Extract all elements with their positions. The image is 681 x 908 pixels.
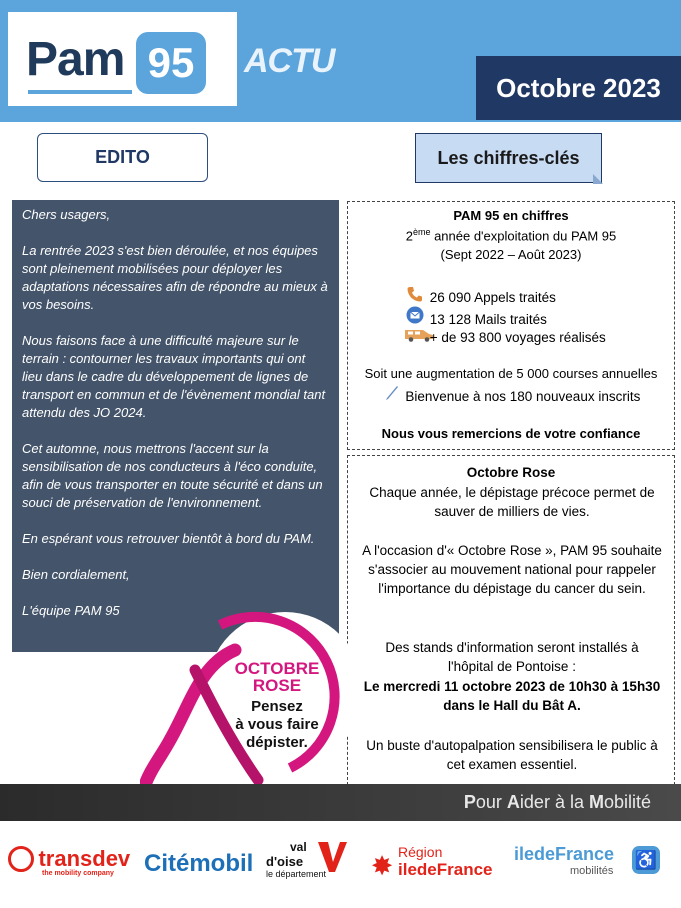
- valdoise-line-1: val: [290, 840, 307, 854]
- octobre-rose-logo: [140, 610, 360, 800]
- idfm-line-1: iledeFrance: [514, 844, 615, 864]
- slogan-letter: P: [463, 792, 476, 812]
- stat-mails-text: 13 128 Mails traités: [429, 312, 547, 327]
- rose-paragraph-2: A l'occasion d'« Octobre Rose », PAM 95 souhaite s'associer au mouvement national pour rappeler l'importance du dépistage du cancer du sein.: [362, 543, 662, 596]
- idfm-person-icon: ♿: [632, 846, 660, 874]
- chiffres-heading-label: Les chiffres-clés: [437, 148, 580, 168]
- chiffres-year: [348, 227, 674, 243]
- chiffres-thanks: Nous vous remercions de votre confiance: [381, 426, 641, 441]
- pen-icon: [382, 385, 402, 404]
- rose-logo-line-4: à vous faire: [235, 716, 319, 733]
- rose-logo-line-2: ROSE: [252, 676, 302, 695]
- region-idf-logo: [372, 844, 493, 880]
- stat-mails: [404, 306, 547, 327]
- phone-icon: [404, 286, 426, 305]
- header-banner: [0, 0, 681, 122]
- rose-paragraph-1: Chaque année, le dépistage précoce permet de sauver de milliers de vies.: [369, 485, 655, 519]
- issue-month: Octobre 2023: [476, 56, 681, 120]
- edito-panel: [12, 200, 339, 652]
- rose-logo-line-1: OCTOBRE: [234, 659, 320, 678]
- partner-logos: [0, 830, 681, 908]
- slogan-part: obilité: [603, 792, 651, 812]
- valdoise-line-2: d'oise: [266, 854, 304, 869]
- year-number: 2: [405, 228, 413, 244]
- edito-paragraph: Cet automne, nous mettrons l'accent sur la sensibilisation de nos conducteurs à l'éco conduite, afin de vous transporter en toute sécurité et dans un souci de préservation de l'environnement.: [22, 441, 323, 510]
- van-icon: [404, 326, 426, 345]
- actu-title: ACTU: [244, 42, 335, 80]
- chiffres-period: (Sept 2022 – Août 2023): [440, 247, 582, 262]
- slogan-letter: A: [506, 792, 520, 812]
- chiffres-increase: Soit une augmentation de 5 000 courses annuelles: [364, 366, 658, 381]
- edito-paragraph: La rentrée 2023 s'est bien déroulée, et nos équipes sont pleinement mobilisées pour déployer les adaptations nécessaires afin de répondre au mieux à vos besoins.: [22, 243, 328, 312]
- stat-calls-text: 26 090 Appels traités: [429, 290, 556, 305]
- region-line-2: iledeFrance: [398, 860, 493, 879]
- region-star-icon: ✸: [372, 853, 393, 880]
- logo-pam-text: Pam: [26, 33, 125, 86]
- valdoise-line-3: le département: [266, 869, 327, 879]
- edito-greeting: Chers usagers,: [22, 207, 111, 222]
- footer-bar: [0, 784, 681, 821]
- idfm-line-2: mobilités: [570, 865, 614, 877]
- chiffres-heading: [415, 133, 602, 183]
- pam95-logo: [8, 12, 237, 106]
- idf-mobilites-logo: [514, 844, 658, 877]
- slogan-letter: M: [588, 792, 604, 812]
- footer-slogan: [464, 792, 651, 813]
- valdoise-logo: [266, 840, 326, 879]
- region-line-1: Région: [398, 844, 443, 860]
- stat-calls: [404, 286, 556, 305]
- rose-logo-line-3: Pensez: [251, 698, 303, 715]
- transdev-logo: [8, 846, 130, 877]
- year-text: année d'exploitation du PAM 95: [430, 228, 617, 244]
- rose-paragraph-4: Un buste d'autopalpation sensibilisera le public à cet examen essentiel.: [366, 738, 658, 772]
- edito-closing: Bien cordialement,: [22, 567, 130, 582]
- citemobil-logo: Citémobil: [144, 850, 254, 877]
- rose-logo-line-5: dépister.: [246, 734, 308, 751]
- logo-underline: [28, 90, 132, 94]
- edito-signature: L'équipe PAM 95: [22, 603, 120, 618]
- transdev-icon: [8, 846, 34, 872]
- valdoise-v-icon: [316, 840, 348, 874]
- slogan-part: our: [475, 792, 507, 812]
- year-suffix: ème: [412, 227, 431, 237]
- chiffres-welcome: [348, 385, 674, 404]
- transdev-name: transdev: [38, 846, 131, 871]
- edito-heading: EDITO: [37, 133, 208, 182]
- octobre-rose-panel: [347, 455, 675, 785]
- chiffres-panel: [347, 201, 675, 450]
- edito-paragraph: Nous faisons face à une difficulté majeure sur le terrain : contourner les travaux importants qui ont lieu dans le cadre du développement de lignes de transport en commun et de l'évènement mondial tant attendu des JO 2024.: [22, 333, 326, 420]
- slogan-part: ider à la: [519, 792, 589, 812]
- edito-paragraph: En espérant vous retrouver bientôt à bord du PAM.: [22, 531, 315, 546]
- rose-event-date: Le mercredi 11 octobre 2023 de 10h30 à 15h30 dans le Hall du Bât A.: [363, 679, 661, 713]
- rose-paragraph-3: Des stands d'information seront installés à l'hôpital de Pontoise :: [385, 640, 639, 674]
- mail-icon: [404, 306, 426, 327]
- welcome-text: Bienvenue à nos 180 nouveaux inscrits: [405, 389, 641, 404]
- stat-trips: [404, 326, 606, 345]
- page-fold-icon: [593, 174, 603, 184]
- stat-trips-text: + de 93 800 voyages réalisés: [429, 330, 606, 345]
- rose-title: Octobre Rose: [466, 465, 556, 480]
- transdev-tagline: the mobility company: [42, 870, 114, 877]
- chiffres-title: PAM 95 en chiffres: [453, 208, 569, 223]
- logo-95-badge: 95: [136, 32, 206, 94]
